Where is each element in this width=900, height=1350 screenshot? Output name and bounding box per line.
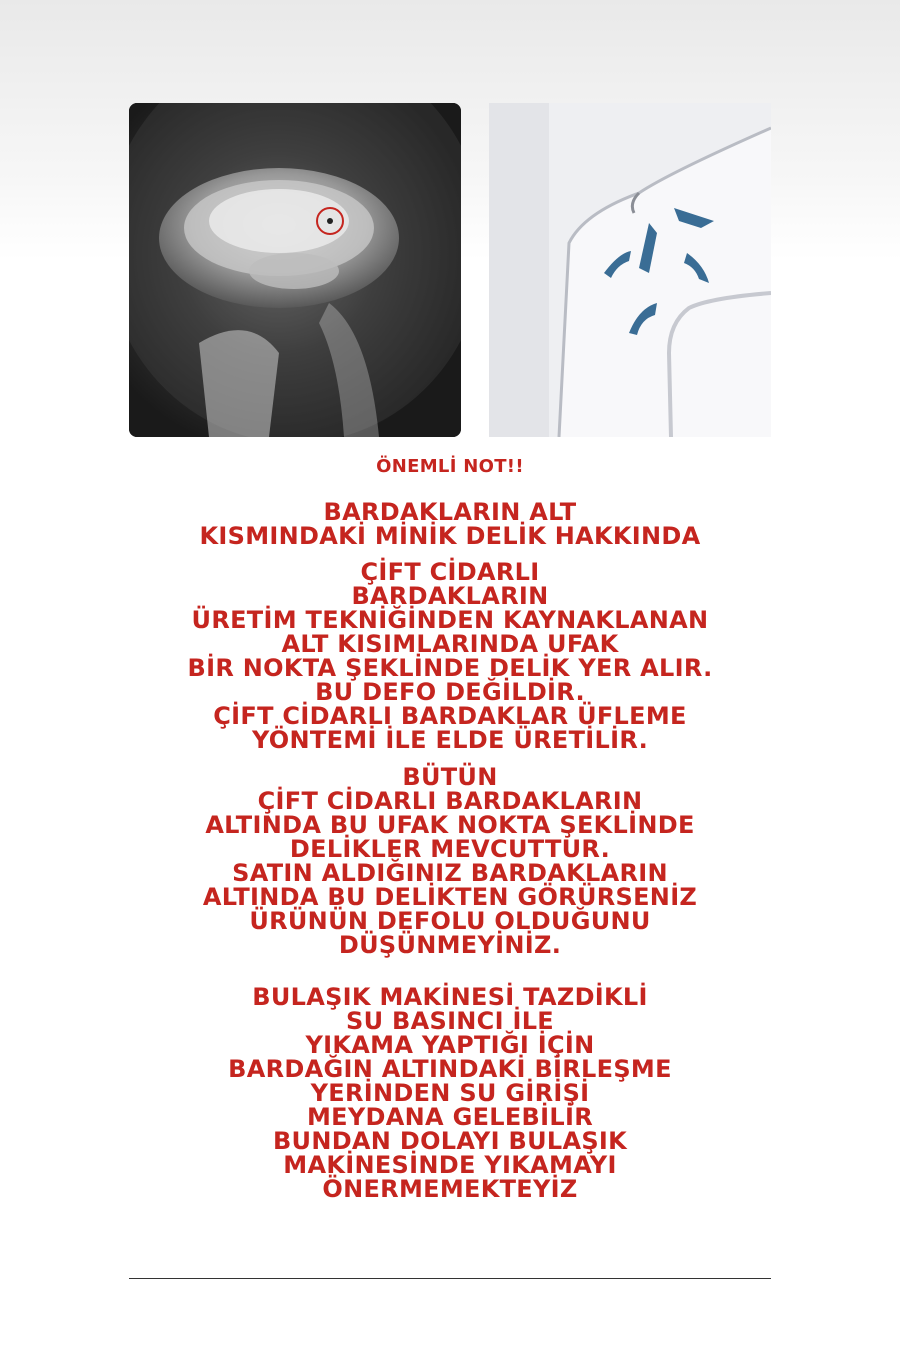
note-line: BARDAKLARIN xyxy=(351,582,549,610)
note-line: BARDAĞIN ALTINDAKİ BİRLEŞME xyxy=(228,1055,672,1083)
note-line: DÜŞÜNMEYİNİZ. xyxy=(338,931,562,959)
note-line: YÖNTEMİ İLE ELDE ÜRETİLİR. xyxy=(251,726,648,754)
note-line: BUNDAN DOLAYI BULAŞIK xyxy=(272,1127,628,1155)
note-title: ÖNEMLİ NOT!! xyxy=(376,456,524,477)
note-line: ÜRÜNÜN DEFOLU OLDUĞUNU xyxy=(249,907,651,935)
glass-bottom-hole-icon xyxy=(129,103,461,437)
note-line: MEYDANA GELEBİLİR xyxy=(307,1103,593,1131)
note-line: ÇİFT CİDARLI BARDAKLAR ÜFLEME xyxy=(213,702,687,730)
double-wall-airflow-icon xyxy=(489,103,771,437)
note-line: SU BASINCI İLE xyxy=(345,1007,554,1035)
note-line: ÜRETİM TEKNİĞİNDEN KAYNAKLANAN xyxy=(191,606,709,634)
note-paragraph-all-glasses xyxy=(100,765,800,957)
bottom-divider xyxy=(129,1278,771,1279)
note-line: ALTINDA BU UFAK NOKTA ŞEKLİNDE xyxy=(205,811,695,839)
note-line: YERİNDEN SU GİRİŞİ xyxy=(310,1079,590,1107)
note-line: BU DEFO DEĞİLDİR. xyxy=(315,678,585,706)
note-line: SATIN ALDIĞINIZ BARDAKLARIN xyxy=(232,859,668,887)
note-line: ÖNERMEMEKTEYİZ xyxy=(322,1175,578,1203)
note-line: ÇİFT CİDARLI BARDAKLARIN xyxy=(257,787,643,815)
note-line: BULAŞIK MAKİNESİ TAZDİKLİ xyxy=(252,983,648,1011)
glass-bottom-photo xyxy=(129,103,461,437)
note-line: ALTINDA BU DELİKTEN GÖRÜRSENİZ xyxy=(202,883,698,911)
note-line: KISMINDAKİ MİNİK DELİK HAKKINDA xyxy=(199,522,701,550)
note-paragraph-dishwasher xyxy=(100,985,800,1201)
note-line: BÜTÜN xyxy=(402,763,498,791)
note-line: BİR NOKTA ŞEKLİNDE DELİK YER ALIR. xyxy=(187,654,713,682)
note-line: ALT KISIMLARINDA UFAK xyxy=(281,630,619,658)
note-line: BARDAKLARIN ALT xyxy=(323,498,577,526)
double-wall-photo xyxy=(489,103,771,437)
note-line: MAKİNESİNDE YIKAMAYI xyxy=(283,1151,617,1179)
note-line: DELİKLER MEVCUTTUR. xyxy=(289,835,611,863)
note-line: ÇİFT CİDARLI xyxy=(360,558,540,586)
note-line: YIKAMA YAPTIĞI İÇİN xyxy=(305,1031,595,1059)
note-paragraph-production xyxy=(100,560,800,752)
note-paragraph-hole-heading xyxy=(100,500,800,548)
